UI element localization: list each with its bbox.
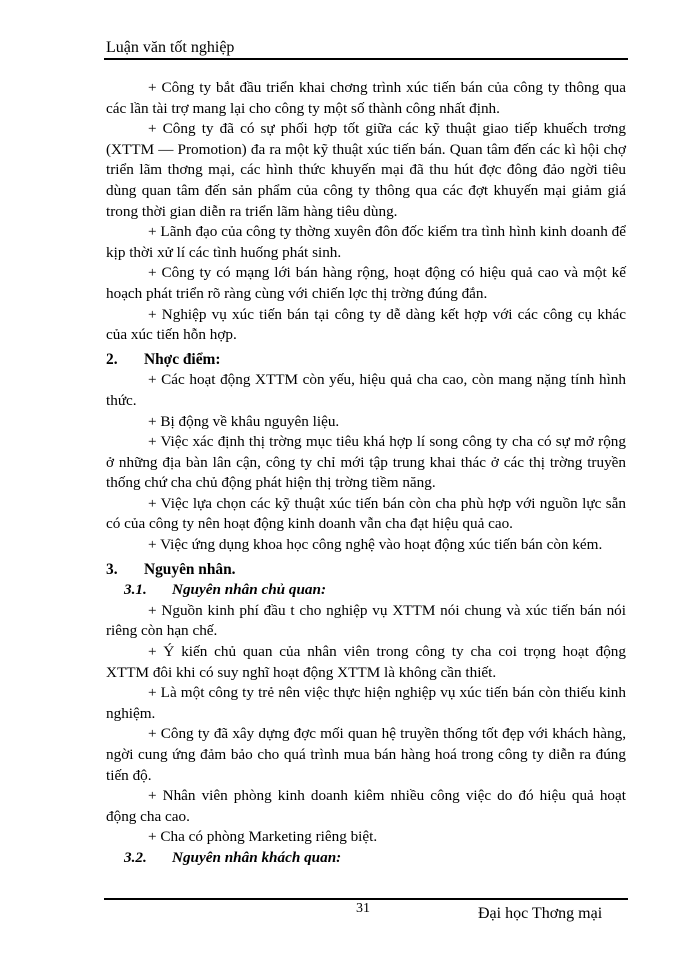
paragraph: + Nghiệp vụ xúc tiến bán tại công ty dễ dàng kết hợp với các công cụ khác của xúc tiến hỗn hợp. (106, 305, 626, 344)
paragraph: + Các hoạt động XTTM còn yếu, hiệu quả cha cao, còn mang nặng tính hình thức. (106, 371, 626, 409)
paragraph: + Công ty bắt đầu triển khai chơng trình xúc tiến bán của công ty thông qua các lần tài trợ mang lại cho công ty một số thành công nhất định. (106, 79, 626, 117)
paragraph: + Công ty có mạng lới bán hàng rộng, hoạt động có hiệu quả cao và một kế hoạch phát triển rõ ràng cùng với chiến lợc thị trờng đúng đắn. (106, 264, 626, 302)
page-body (106, 78, 626, 869)
paragraph: + Việc ứng dụng khoa học công nghệ vào hoạt động xúc tiến bán còn kém. (148, 536, 603, 554)
section-heading-weaknesses (106, 350, 626, 371)
subsection-heading-objective (106, 848, 626, 869)
subsection-number: 3.1. (124, 581, 147, 599)
paragraph: + Việc xác định thị trờng mục tiêu khá hợp lí song công ty cha có sự mở rộng ở những địa bàn lân cận, công ty chỉ mới tập trung khai thác ở các thị trờng truyền thống chứ cha chủ động phát hiện thị trờng tiềm năng. (106, 433, 626, 492)
paragraph: + Nguồn kinh phí đầu t cho nghiệp vụ XTTM nói chung và xúc tiến bán nói riêng còn hạn chế. (106, 601, 626, 640)
paragraph: + Lãnh đạo của công ty thờng xuyên đôn đốc kiểm tra tình hình kinh doanh để kịp thời xử lí các tình huống phát sinh. (106, 223, 626, 261)
subsection-heading-subjective (106, 580, 626, 601)
paragraph: + Việc lựa chọn các kỹ thuật xúc tiến bán còn cha phù hợp với nguồn lực sẵn có của công ty nên hoạt động kinh doanh vẫn cha đạt hiệu quả cao. (106, 494, 626, 533)
subsection-title: Nguyên nhân khách quan: (172, 848, 342, 866)
running-header-title: Luận văn tốt nghiệp (106, 39, 235, 56)
paragraph: + Công ty đã xây dựng đợc mối quan hệ truyền thống tốt đẹp với khách hàng, ngời cung ứng đảm bảo cho quá trình mua bán hàng hoá trong công ty diễn ra đúng tiến độ. (106, 725, 626, 784)
paragraph: + Bị động về khâu nguyên liệu. (148, 412, 340, 430)
section-number: 3. (106, 560, 118, 578)
section-number: 2. (106, 350, 118, 368)
paragraph: + Là một công ty trẻ nên việc thực hiện nghiệp vụ xúc tiến bán còn thiếu kinh nghiệm. (106, 684, 626, 722)
paragraph: + Công ty đã có sự phối hợp tốt giữa các kỹ thuật giao tiếp khuếch trơng (XTTM — Promotion) đa ra một kỹ thuật xúc tiến bán. Quan tâm đến các kì hội chợ triển lãm thơng mại, các hình thức khuyến mại đã thu hút đợc đông đảo ngời tiêu dùng quan tâm đến sản phẩm của công ty thông qua các đợt khuyến mại giảm giá trong thời gian diễn ra triển lãm hàng tiêu dùng. (106, 120, 626, 220)
section-heading-causes (106, 560, 626, 581)
footer-institution: Đại học Thơng mại (478, 905, 603, 922)
section-title: Nhợc điểm: (144, 350, 221, 368)
paragraph: + Cha có phòng Marketing riêng biệt. (148, 828, 378, 846)
header-divider (104, 58, 628, 60)
paragraph: + Nhân viên phòng kinh doanh kiêm nhiều công việc do đó hiệu quả hoạt động cha cao. (106, 787, 626, 825)
page-number: 31 (356, 901, 370, 916)
subsection-title: Nguyên nhân chủ quan: (172, 581, 327, 599)
subsection-number: 3.2. (124, 848, 147, 866)
paragraph: + Ý kiến chủ quan của nhân viên trong công ty cha coi trọng hoạt động XTTM đôi khi có suy nghĩ hoạt động XTTM là không cần thiết. (106, 643, 626, 681)
section-title: Nguyên nhân. (144, 560, 236, 578)
footer-divider (104, 898, 628, 900)
